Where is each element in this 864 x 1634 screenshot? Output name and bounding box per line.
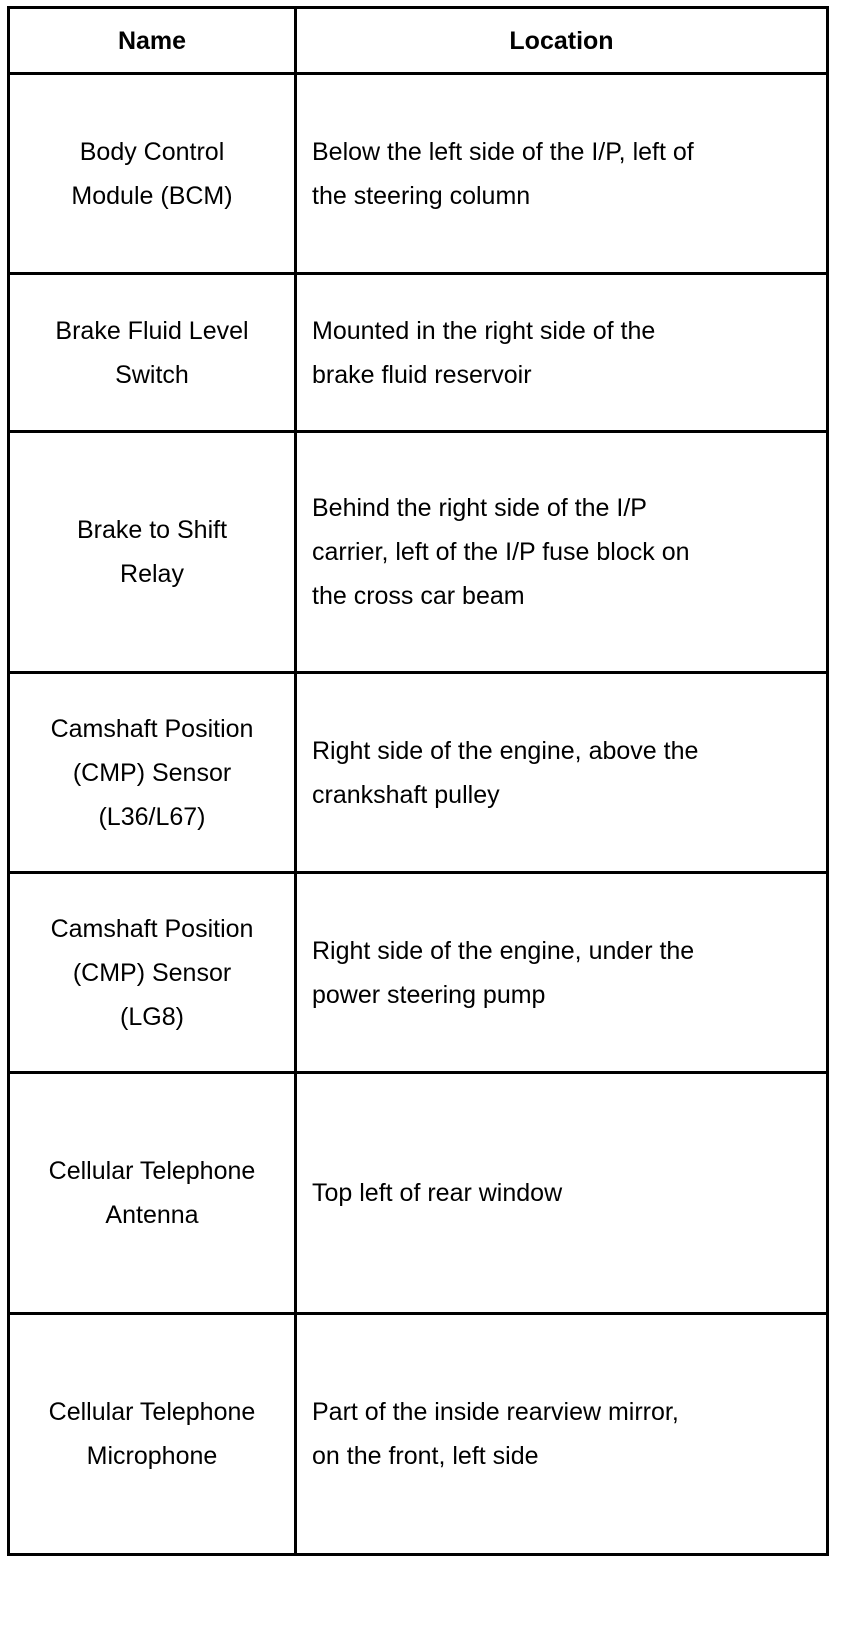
location-line: the steering column	[312, 181, 531, 210]
name-line: Brake Fluid Level	[55, 316, 249, 345]
name-line: Relay	[120, 560, 184, 588]
table-row	[9, 873, 828, 1073]
location-cell	[296, 74, 828, 274]
location-cell	[296, 1314, 828, 1555]
column-header-name: Name	[9, 8, 296, 74]
name-line: Switch	[115, 360, 189, 389]
name-cell	[9, 673, 296, 873]
name-line: (LG8)	[120, 1002, 184, 1031]
name-line: (CMP) Sensor	[72, 758, 232, 787]
table-row	[9, 673, 828, 873]
location-cell	[296, 432, 828, 673]
location-cell	[296, 274, 828, 432]
name-cell	[9, 1073, 296, 1314]
location-line: carrier, left of the I/P fuse block on	[312, 538, 690, 566]
name-line: Camshaft Position	[50, 714, 254, 743]
location-cell	[296, 873, 828, 1073]
name-cell	[9, 432, 296, 673]
name-line: (L36/L67)	[98, 802, 206, 831]
name-cell	[9, 873, 296, 1073]
location-cell	[296, 673, 828, 873]
name-line: Module (BCM)	[71, 181, 233, 210]
location-line: Right side of the engine, above the	[312, 736, 699, 765]
location-line: Mounted in the right side of the	[312, 316, 656, 345]
name-cell	[9, 74, 296, 274]
location-line: power steering pump	[312, 980, 546, 1009]
location-cell	[296, 1073, 828, 1314]
location-line: brake fluid reservoir	[312, 360, 532, 389]
table-row	[9, 432, 828, 673]
location-line: Below the left side of the I/P, left of	[312, 137, 694, 166]
location-line: Top left of rear window	[312, 1179, 563, 1207]
name-line: Camshaft Position	[50, 914, 254, 943]
name-line: Cellular Telephone	[48, 1398, 256, 1426]
name-line: Cellular Telephone	[48, 1157, 256, 1185]
name-line: (CMP) Sensor	[72, 958, 232, 987]
name-cell	[9, 1314, 296, 1555]
table-row	[9, 1073, 828, 1314]
location-line: Behind the right side of the I/P	[312, 494, 647, 522]
table-row	[9, 1314, 828, 1555]
name-line: Microphone	[86, 1442, 218, 1470]
location-line: Part of the inside rearview mirror,	[312, 1398, 679, 1426]
name-cell	[9, 274, 296, 432]
column-header-location: Location	[296, 8, 828, 74]
location-line: Right side of the engine, under the	[312, 936, 695, 965]
name-line: Antenna	[105, 1201, 199, 1229]
name-line: Brake to Shift	[76, 516, 228, 544]
location-line: crankshaft pulley	[312, 780, 500, 809]
table-row	[9, 274, 828, 432]
location-line: on the front, left side	[312, 1442, 539, 1470]
table-header-row	[9, 8, 828, 74]
table-row	[9, 74, 828, 274]
name-line: Body Control	[79, 137, 225, 166]
location-line: the cross car beam	[312, 582, 525, 610]
component-locator-table	[7, 6, 829, 1556]
